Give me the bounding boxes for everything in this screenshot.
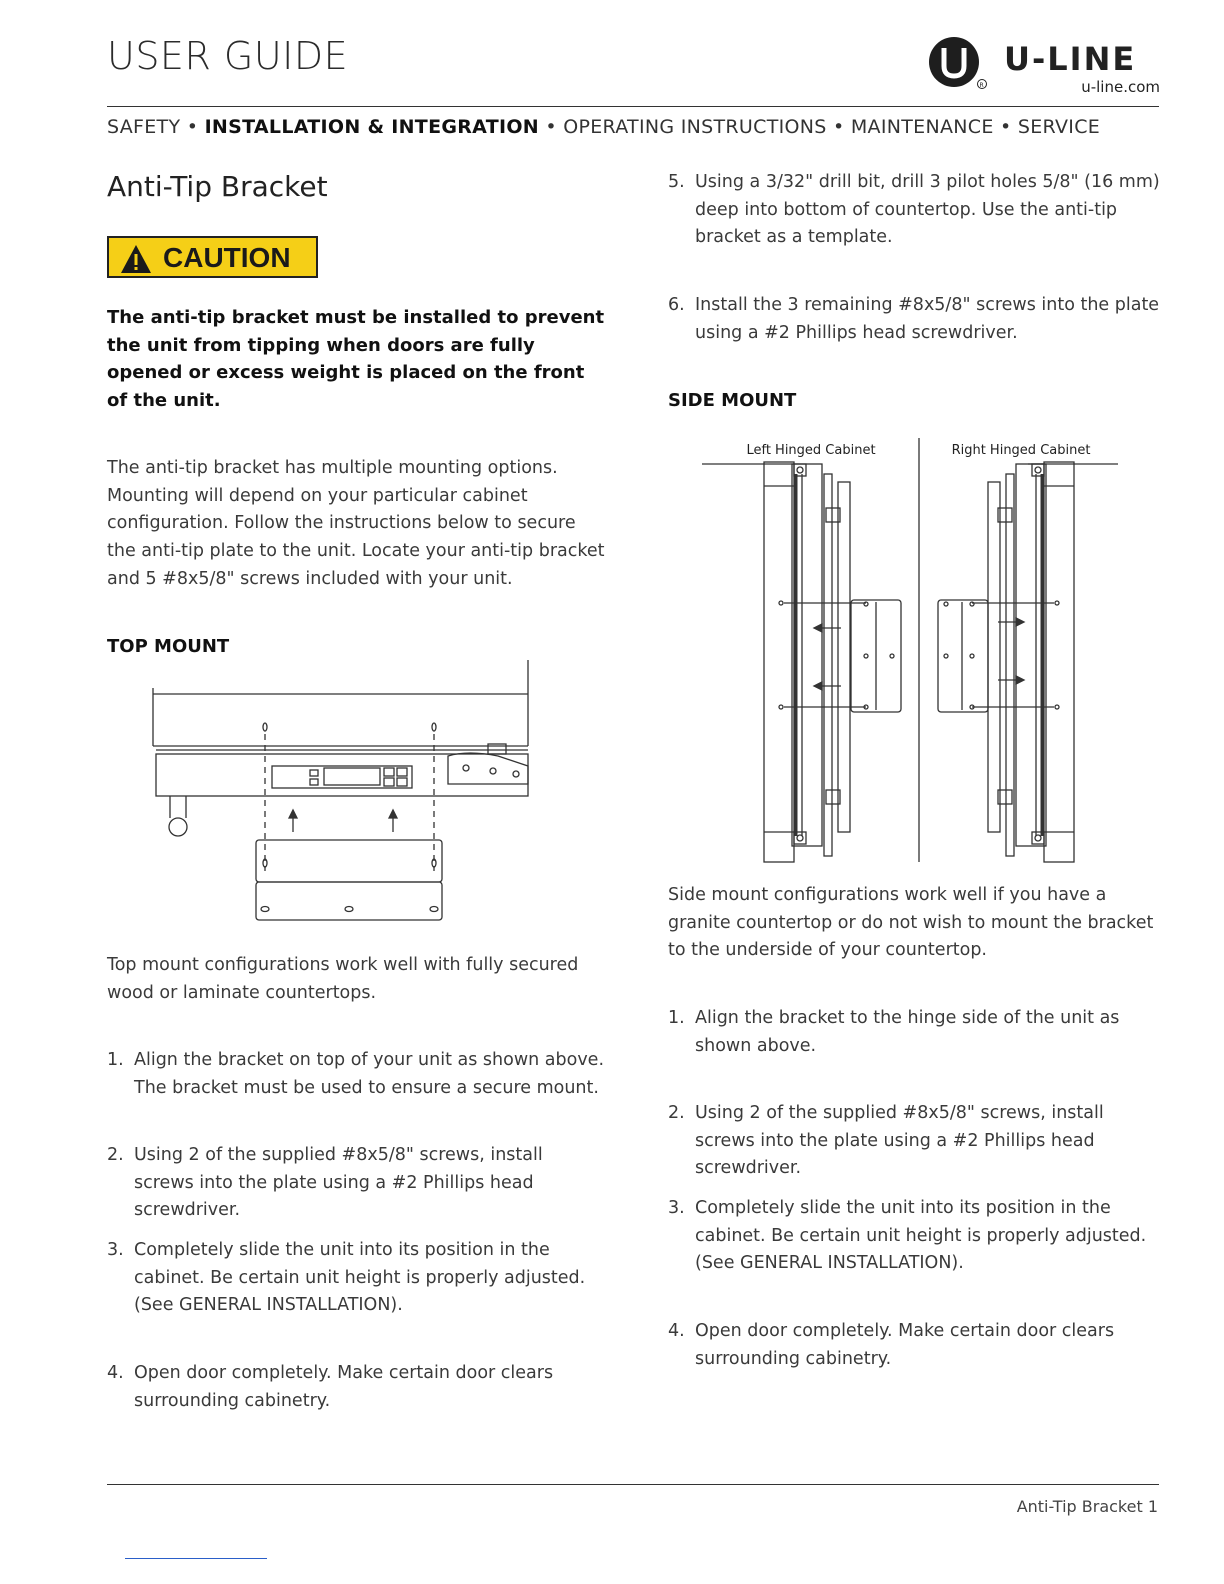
step-number: 3. <box>107 1240 124 1260</box>
top-mount-step <box>107 1237 607 1320</box>
side-mount-step <box>668 1005 1160 1060</box>
step-number: 6. <box>668 295 685 315</box>
step-text: Align the bracket on top of your unit as shown above. The bracket must be used to ensure a secure mount. <box>134 1050 605 1098</box>
nav-separator: • <box>186 116 199 138</box>
page-title: USER GUIDE <box>107 34 349 78</box>
top-mount-description: Top mount configurations work well with fully secured wood or laminate countertops. <box>107 955 579 1003</box>
caution-label <box>107 236 318 278</box>
side-mount-heading: SIDE MOUNT <box>668 390 797 411</box>
caution-text: CAUTION <box>163 242 291 273</box>
step-text: Completely slide the unit into its position in the cabinet. Be certain unit height is properly adjusted. (See GENERAL INSTALLATION). <box>134 1240 586 1316</box>
left-hinged-label: Left Hinged Cabinet <box>746 443 876 458</box>
side-mount-step <box>668 1100 1160 1183</box>
caution-warning: The anti-tip bracket must be installed to prevent the unit from tipping when doors are fully opened or excess weight is placed on the front of the unit. <box>107 307 605 412</box>
right-hinged-label: Right Hinged Cabinet <box>951 443 1091 458</box>
side-mount-diagram <box>698 434 1122 866</box>
side-mount-step <box>668 1195 1160 1278</box>
brand-url[interactable]: u-line.com <box>1081 78 1160 96</box>
nav-separator: • <box>832 116 845 138</box>
top-mount-heading: TOP MOUNT <box>107 636 230 657</box>
step-text: Install the 3 remaining #8x5/8" screws into the plate using a #2 Phillips head screwdriver. <box>695 295 1160 343</box>
nav-service[interactable]: SERVICE <box>1017 116 1101 138</box>
step-text: Using 2 of the supplied #8x5/8" screws, install screws into the plate using a #2 Phillips head screwdriver. <box>695 1103 1104 1179</box>
step-text: Using a 3/32" drill bit, drill 3 pilot holes 5/8" (16 mm) deep into bottom of countertop. Use the anti-tip bracket as a template. <box>695 172 1160 248</box>
step-number: 2. <box>668 1103 685 1123</box>
step-number: 4. <box>107 1363 124 1383</box>
step-number: 3. <box>668 1198 685 1218</box>
nav-operating[interactable]: OPERATING INSTRUCTIONS <box>563 116 827 138</box>
intro-paragraph: The anti-tip bracket has multiple mounting options. Mounting will depend on your particular cabinet configuration. Follow the instructions below to secure the anti-tip plate to the unit. Locate your anti-tip bracket and 5 #8x5/8" screws included with your unit. <box>107 458 605 589</box>
step-text: Using 2 of the supplied #8x5/8" screws, install screws into the plate using a #2 Phillips head screwdriver. <box>134 1145 543 1221</box>
brand-logo <box>928 34 1160 96</box>
uline-logo-icon <box>928 34 990 96</box>
step-number: 1. <box>668 1008 685 1028</box>
step-number: 4. <box>668 1321 685 1341</box>
nav-safety[interactable]: SAFETY <box>107 116 181 138</box>
step-number: 1. <box>107 1050 124 1070</box>
brand-name: U-LINE <box>1004 40 1137 78</box>
top-mount-step <box>668 169 1160 252</box>
nav-separator: • <box>545 116 557 138</box>
svg-text:R: R <box>979 82 984 89</box>
step-number: 5. <box>668 172 685 192</box>
page-number: Anti-Tip Bracket 1 <box>1016 1497 1158 1516</box>
warning-triangle-icon <box>119 241 159 277</box>
step-text: Align the bracket to the hinge side of the unit as shown above. <box>695 1008 1120 1056</box>
top-mount-step <box>668 292 1160 347</box>
top-mount-step <box>107 1047 607 1102</box>
step-text: Completely slide the unit into its position in the cabinet. Be certain unit height is properly adjusted. (See GENERAL INSTALLATION). <box>695 1198 1147 1274</box>
footer-link-line <box>125 1558 267 1559</box>
side-mount-step <box>668 1318 1160 1373</box>
step-text: Open door completely. Make certain door clears surrounding cabinetry. <box>134 1363 554 1411</box>
top-mount-diagram <box>148 656 538 926</box>
side-mount-description: Side mount configurations work well if you have a granite countertop or do not wish to mount the bracket to the underside of your countertop. <box>668 885 1154 961</box>
top-mount-step <box>107 1142 607 1225</box>
nav-maintenance[interactable]: MAINTENANCE <box>850 116 994 138</box>
step-text: Open door completely. Make certain door clears surrounding cabinetry. <box>695 1321 1115 1369</box>
nav-separator: • <box>1000 116 1012 138</box>
footer-divider <box>107 1484 1159 1485</box>
top-mount-step <box>107 1360 607 1415</box>
section-nav <box>107 116 1100 138</box>
header-divider <box>107 106 1159 107</box>
section-title: Anti-Tip Bracket <box>107 170 328 203</box>
step-number: 2. <box>107 1145 124 1165</box>
nav-installation[interactable]: INSTALLATION & INTEGRATION <box>204 116 539 138</box>
